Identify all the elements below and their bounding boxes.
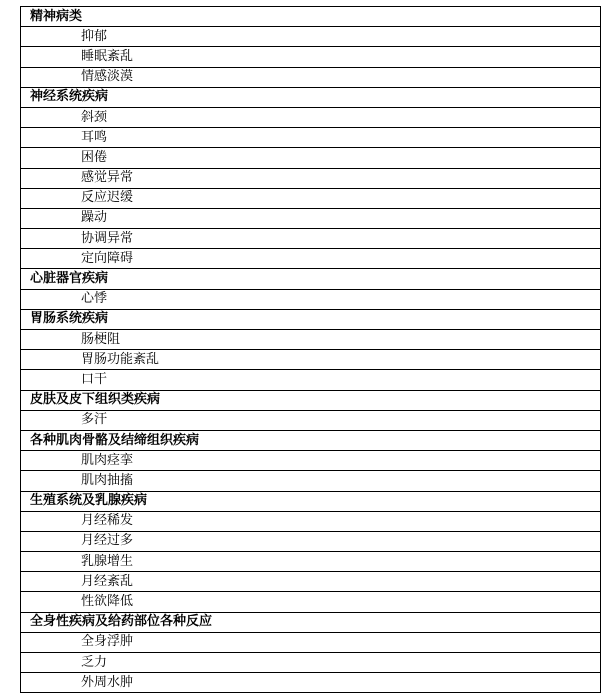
- symptom-row: [21, 128, 601, 148]
- category-name: 各种肌肉骨骼及结缔组织疾病: [21, 430, 601, 450]
- adverse-reactions-table: [20, 6, 601, 693]
- symptom-row: [21, 289, 601, 309]
- symptom-name: 乳腺增生: [21, 552, 601, 572]
- symptom-row: [21, 511, 601, 531]
- symptom-name: 睡眠紊乱: [21, 47, 601, 67]
- symptom-row: [21, 27, 601, 47]
- symptom-name: 斜颈: [21, 107, 601, 127]
- symptom-row: [21, 208, 601, 228]
- symptom-row: [21, 107, 601, 127]
- symptom-name: 情感淡漠: [21, 67, 601, 87]
- category-name: 生殖系统及乳腺疾病: [21, 491, 601, 511]
- symptom-name: 月经稀发: [21, 511, 601, 531]
- symptom-row: [21, 471, 601, 491]
- symptom-name: 反应迟缓: [21, 188, 601, 208]
- symptom-name: 口干: [21, 370, 601, 390]
- symptom-row: [21, 572, 601, 592]
- category-name: 全身性疾病及给药部位各种反应: [21, 612, 601, 632]
- category-name: 皮肤及皮下组织类疾病: [21, 390, 601, 410]
- symptom-name: 躁动: [21, 208, 601, 228]
- category-name: 神经系统疾病: [21, 87, 601, 107]
- symptom-row: [21, 531, 601, 551]
- symptom-name: 定向障碍: [21, 249, 601, 269]
- category-row: [21, 309, 601, 329]
- category-name: 心脏器官疾病: [21, 269, 601, 289]
- symptom-row: [21, 350, 601, 370]
- category-row: [21, 390, 601, 410]
- symptom-row: [21, 592, 601, 612]
- symptom-row: [21, 67, 601, 87]
- symptom-row: [21, 552, 601, 572]
- symptom-name: 月经紊乱: [21, 572, 601, 592]
- symptom-name: 耳鸣: [21, 128, 601, 148]
- symptom-name: 协调异常: [21, 229, 601, 249]
- category-row: [21, 430, 601, 450]
- symptom-row: [21, 330, 601, 350]
- symptom-name: 乏力: [21, 653, 601, 673]
- symptom-row: [21, 632, 601, 652]
- symptom-row: [21, 249, 601, 269]
- symptom-row: [21, 229, 601, 249]
- symptom-name: 月经过多: [21, 531, 601, 551]
- symptom-row: [21, 188, 601, 208]
- category-row: [21, 491, 601, 511]
- symptom-name: 肌肉痉挛: [21, 451, 601, 471]
- category-name: 精神病类: [21, 7, 601, 27]
- symptom-name: 胃肠功能紊乱: [21, 350, 601, 370]
- adverse-reactions-table-body: [21, 7, 601, 693]
- symptom-name: 外周水肿: [21, 673, 601, 693]
- symptom-row: [21, 673, 601, 693]
- symptom-name: 困倦: [21, 148, 601, 168]
- symptom-name: 抑郁: [21, 27, 601, 47]
- symptom-name: 全身浮肿: [21, 632, 601, 652]
- symptom-row: [21, 410, 601, 430]
- symptom-name: 性欲降低: [21, 592, 601, 612]
- category-row: [21, 87, 601, 107]
- symptom-row: [21, 168, 601, 188]
- category-row: [21, 269, 601, 289]
- symptom-row: [21, 451, 601, 471]
- symptom-name: 肠梗阻: [21, 330, 601, 350]
- category-name: 胃肠系统疾病: [21, 309, 601, 329]
- category-row: [21, 7, 601, 27]
- symptom-name: 多汗: [21, 410, 601, 430]
- category-row: [21, 612, 601, 632]
- symptom-row: [21, 148, 601, 168]
- symptom-row: [21, 370, 601, 390]
- symptom-row: [21, 47, 601, 67]
- symptom-row: [21, 653, 601, 673]
- symptom-name: 肌肉抽搐: [21, 471, 601, 491]
- symptom-name: 感觉异常: [21, 168, 601, 188]
- symptom-name: 心悸: [21, 289, 601, 309]
